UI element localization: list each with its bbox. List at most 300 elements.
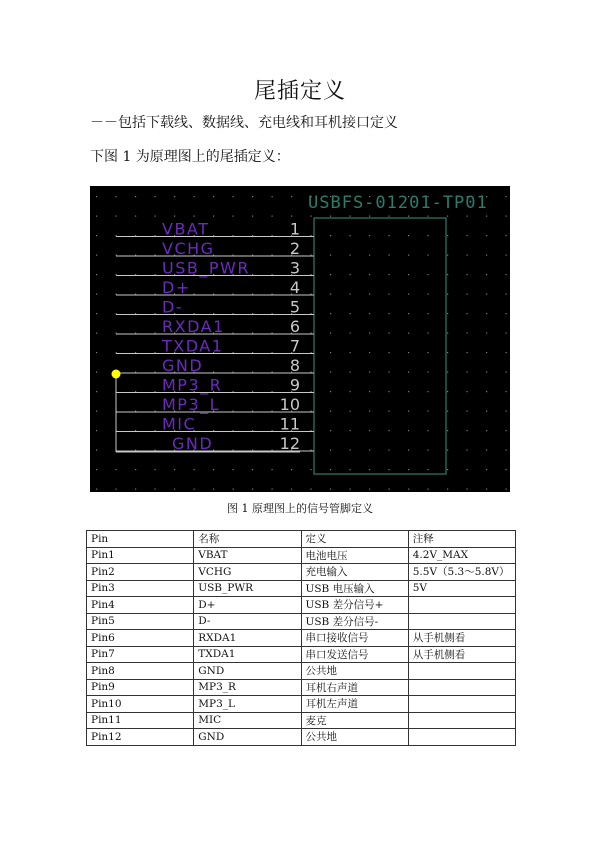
cell-definition: USB 差分信号- <box>301 613 408 630</box>
cell-pin: Pin6 <box>87 630 194 647</box>
grid-dot <box>467 274 468 275</box>
grid-dot <box>350 391 351 392</box>
grid-dot <box>369 216 370 217</box>
grid-dot <box>174 489 175 490</box>
grid-dot <box>369 333 370 334</box>
pin-number: 10 <box>279 395 300 414</box>
cell-note: 5.5V（5.3～5.8V） <box>408 564 515 581</box>
pin-rows <box>116 220 314 454</box>
pin-label: USB_PWR <box>162 258 250 278</box>
grid-dot <box>213 489 214 490</box>
pin-number: 6 <box>289 317 300 336</box>
grid-dot <box>467 372 468 373</box>
cell-note <box>408 597 515 614</box>
grid-dot <box>272 489 273 490</box>
grid-dot <box>96 216 97 217</box>
grid-dot <box>486 255 487 256</box>
pin-label: RXDA1 <box>162 317 225 336</box>
grid-dot <box>486 235 487 236</box>
grid-dot <box>408 489 409 490</box>
grid-dot <box>506 450 507 451</box>
grid-dot <box>272 196 273 197</box>
grid-dot <box>369 352 370 353</box>
cell-note: 从手机侧看 <box>408 630 515 647</box>
grid-dot <box>291 196 292 197</box>
pin-number: 8 <box>289 356 300 375</box>
grid-dot <box>506 333 507 334</box>
grid-dot <box>194 216 195 217</box>
grid-dot <box>116 216 117 217</box>
table-row <box>87 613 516 630</box>
grid-dot <box>96 255 97 256</box>
grid-dot <box>213 216 214 217</box>
cell-definition: 串口发送信号 <box>301 646 408 663</box>
grid-dot <box>350 489 351 490</box>
grid-dot <box>486 450 487 451</box>
grid-dot <box>369 274 370 275</box>
grid-dot <box>213 196 214 197</box>
header-pin: Pin <box>87 531 194 548</box>
pin-number: 7 <box>289 336 300 356</box>
grid-dot <box>506 391 507 392</box>
grid-dot <box>369 235 370 236</box>
cell-pin: Pin7 <box>87 646 194 663</box>
grid-dot <box>506 372 507 373</box>
grid-dot <box>506 469 507 470</box>
grid-dot <box>506 489 507 490</box>
grid-dot <box>213 469 214 470</box>
grid-dot <box>96 274 97 275</box>
pin-label: MP3_L <box>162 395 221 414</box>
grid-dot <box>467 489 468 490</box>
grid-dot <box>369 294 370 295</box>
cell-definition: 公共地 <box>301 729 408 746</box>
grid-dot <box>96 489 97 490</box>
grid-dot <box>252 469 253 470</box>
pin-definition-table <box>86 530 516 746</box>
table-header-row <box>87 531 516 548</box>
grid-dot <box>155 216 156 217</box>
grid-dot <box>369 313 370 314</box>
schematic-svg <box>90 186 510 492</box>
grid-dot <box>389 391 390 392</box>
grid-dot <box>252 216 253 217</box>
grid-dot <box>447 216 448 217</box>
grid-dot <box>330 333 331 334</box>
grid-dot <box>311 489 312 490</box>
cell-note: 从手机侧看 <box>408 646 515 663</box>
table-row <box>87 630 516 647</box>
cell-pin: Pin10 <box>87 696 194 713</box>
grid-dot <box>369 450 370 451</box>
grid-dot <box>506 274 507 275</box>
grid-dot <box>311 216 312 217</box>
grid-dot <box>330 313 331 314</box>
grid-dot <box>408 235 409 236</box>
grid-dot <box>408 216 409 217</box>
grid-dot <box>116 489 117 490</box>
grid-dot <box>408 333 409 334</box>
grid-dot <box>135 216 136 217</box>
grid-dot <box>428 450 429 451</box>
pin-number: 9 <box>289 375 300 395</box>
page-title: 尾插定义 <box>253 79 346 104</box>
grid-dot <box>447 255 448 256</box>
grid-dot <box>96 411 97 412</box>
grid-dot <box>447 489 448 490</box>
grid-dot <box>350 313 351 314</box>
grid-dot <box>428 313 429 314</box>
grid-dot <box>252 489 253 490</box>
grid-dot <box>428 255 429 256</box>
grid-dot <box>486 372 487 373</box>
grid-dot <box>506 294 507 295</box>
grid-dot <box>428 294 429 295</box>
cell-pin: Pin3 <box>87 580 194 597</box>
cell-definition: 耳机右声道 <box>301 679 408 696</box>
connector-body <box>314 218 446 474</box>
grid-dot <box>330 372 331 373</box>
grid-dot <box>389 450 390 451</box>
grid-dot <box>506 313 507 314</box>
grid-dot <box>486 274 487 275</box>
grid-dot <box>96 430 97 431</box>
grid-dot <box>330 352 331 353</box>
pin-number: 1 <box>289 219 300 239</box>
grid-dot <box>467 450 468 451</box>
pin-label: MIC <box>162 414 197 434</box>
grid-dot <box>447 313 448 314</box>
grid-dot <box>96 333 97 334</box>
grid-dot <box>389 294 390 295</box>
grid-dot <box>408 372 409 373</box>
grid-dot <box>330 430 331 431</box>
grid-dot <box>350 411 351 412</box>
pin-number: 3 <box>289 258 300 278</box>
grid-dot <box>155 489 156 490</box>
grid-dot <box>330 489 331 490</box>
table-row <box>87 729 516 746</box>
part-name: USBFS-01201-TP01 <box>308 193 488 213</box>
grid-dot <box>428 469 429 470</box>
grid-dot <box>389 489 390 490</box>
cell-definition: 耳机左声道 <box>301 696 408 713</box>
pin-number: 5 <box>289 297 300 317</box>
grid-dot <box>486 430 487 431</box>
grid-dot <box>96 294 97 295</box>
grid-dot <box>389 216 390 217</box>
cell-pin: Pin1 <box>87 547 194 564</box>
grid-dot <box>428 430 429 431</box>
grid-dot <box>233 489 234 490</box>
grid-dot <box>447 294 448 295</box>
grid-dot <box>467 411 468 412</box>
grid-dot <box>194 196 195 197</box>
grid-dot <box>369 372 370 373</box>
grid-dot <box>408 255 409 256</box>
cell-note <box>408 663 515 680</box>
cell-note <box>408 712 515 729</box>
junction-dot <box>112 370 121 379</box>
pin-number: 11 <box>279 414 300 434</box>
grid-dot <box>350 274 351 275</box>
grid-dot <box>506 411 507 412</box>
grid-dot <box>272 469 273 470</box>
grid-dot <box>311 469 312 470</box>
grid-dot <box>330 235 331 236</box>
cell-pin: Pin12 <box>87 729 194 746</box>
grid-dot <box>506 216 507 217</box>
grid-dot <box>155 196 156 197</box>
grid-dot <box>369 411 370 412</box>
pin-number: 2 <box>289 239 300 258</box>
grid-dot <box>486 411 487 412</box>
grid-dot <box>174 469 175 470</box>
table-row <box>87 663 516 680</box>
grid-dot <box>96 313 97 314</box>
table-row <box>87 597 516 614</box>
grid-dot <box>96 391 97 392</box>
grid-dot <box>174 196 175 197</box>
grid-dot <box>350 255 351 256</box>
grid-dot <box>96 450 97 451</box>
grid-dot <box>447 469 448 470</box>
header-name: 名称 <box>194 531 301 548</box>
cell-name: D- <box>194 613 301 630</box>
pin-number: 4 <box>289 278 300 297</box>
cell-note <box>408 679 515 696</box>
cell-name: VCHG <box>194 564 301 581</box>
header-definition: 定义 <box>301 531 408 548</box>
grid-dot <box>389 313 390 314</box>
cell-name: MIC <box>194 712 301 729</box>
grid-dot <box>350 235 351 236</box>
grid-dot <box>233 469 234 470</box>
grid-dot <box>467 391 468 392</box>
grid-dot <box>330 255 331 256</box>
grid-dot <box>174 216 175 217</box>
table-row <box>87 547 516 564</box>
grid-dot <box>389 235 390 236</box>
table-row <box>87 696 516 713</box>
grid-dot <box>408 430 409 431</box>
cell-name: USB_PWR <box>194 580 301 597</box>
grid-dot <box>135 469 136 470</box>
grid-dot <box>467 313 468 314</box>
grid-dot <box>116 196 117 197</box>
grid-dot <box>486 469 487 470</box>
grid-dot <box>447 352 448 353</box>
cell-name: D+ <box>194 597 301 614</box>
table-row <box>87 564 516 581</box>
grid-dot <box>428 333 429 334</box>
grid-dot <box>486 333 487 334</box>
grid-dot <box>428 274 429 275</box>
grid-dot <box>350 430 351 431</box>
grid-dot <box>330 274 331 275</box>
grid-dot <box>506 352 507 353</box>
grid-dot <box>447 333 448 334</box>
cell-note <box>408 729 515 746</box>
grid-dot <box>116 469 117 470</box>
cell-pin: Pin4 <box>87 597 194 614</box>
grid-dot <box>350 216 351 217</box>
cell-pin: Pin8 <box>87 663 194 680</box>
grid-dot <box>350 450 351 451</box>
grid-dot <box>486 352 487 353</box>
grid-dot <box>447 274 448 275</box>
grid-dot <box>252 196 253 197</box>
cell-name: GND <box>194 663 301 680</box>
pin-label: VCHG <box>162 239 215 258</box>
pin-label: TXDA1 <box>162 336 224 356</box>
cell-definition: 串口接收信号 <box>301 630 408 647</box>
grid-dot <box>389 411 390 412</box>
table-row <box>87 679 516 696</box>
cell-definition: 公共地 <box>301 663 408 680</box>
grid-dot <box>467 430 468 431</box>
grid-dot <box>135 196 136 197</box>
grid-dot <box>291 489 292 490</box>
grid-dot <box>389 372 390 373</box>
grid-dot <box>467 352 468 353</box>
grid-dot <box>389 274 390 275</box>
grid-dot <box>369 255 370 256</box>
grid-dot <box>467 235 468 236</box>
grid-dot <box>389 255 390 256</box>
grid-dot <box>408 294 409 295</box>
grid-dot <box>408 469 409 470</box>
grid-dot <box>428 411 429 412</box>
pin-label: MP3_R <box>162 375 223 395</box>
grid-dot <box>447 372 448 373</box>
grid-dot <box>233 216 234 217</box>
grid-dot <box>350 469 351 470</box>
grid-dot <box>408 391 409 392</box>
grid-dot <box>447 235 448 236</box>
grid-dot <box>369 391 370 392</box>
grid-dot <box>272 216 273 217</box>
cell-note: 4.2V_MAX <box>408 547 515 564</box>
cell-pin: Pin11 <box>87 712 194 729</box>
table-row <box>87 580 516 597</box>
grid-dot <box>486 489 487 490</box>
cell-definition: 麦克 <box>301 712 408 729</box>
cell-definition: 电池电压 <box>301 547 408 564</box>
table-row <box>87 712 516 729</box>
grid-dot <box>350 352 351 353</box>
pin-label: VBAT <box>162 219 210 239</box>
grid-dot <box>428 372 429 373</box>
grid-dot <box>467 216 468 217</box>
grid-dot <box>330 391 331 392</box>
pin-label: D+ <box>162 278 191 297</box>
grid-dot <box>408 313 409 314</box>
grid-dot <box>506 255 507 256</box>
grid-dot <box>330 411 331 412</box>
grid-dots <box>96 196 507 490</box>
grid-dot <box>389 469 390 470</box>
pin-number: 12 <box>279 434 300 453</box>
grid-dot <box>330 469 331 470</box>
cell-definition: USB 差分信号+ <box>301 597 408 614</box>
grid-dot <box>330 294 331 295</box>
grid-dot <box>467 469 468 470</box>
grid-dot <box>96 352 97 353</box>
grid-dot <box>447 430 448 431</box>
grid-dot <box>506 430 507 431</box>
grid-dot <box>389 333 390 334</box>
grid-dot <box>486 216 487 217</box>
grid-dot <box>194 489 195 490</box>
grid-dot <box>330 450 331 451</box>
cell-definition: USB 电压输入 <box>301 580 408 597</box>
cell-definition: 充电输入 <box>301 564 408 581</box>
grid-dot <box>447 450 448 451</box>
cell-pin: Pin5 <box>87 613 194 630</box>
cell-pin: Pin2 <box>87 564 194 581</box>
cell-name: TXDA1 <box>194 646 301 663</box>
cell-note: 5V <box>408 580 515 597</box>
grid-dot <box>486 391 487 392</box>
cell-name: MP3_R <box>194 679 301 696</box>
cell-pin: Pin9 <box>87 679 194 696</box>
grid-dot <box>408 274 409 275</box>
grid-dot <box>135 489 136 490</box>
cell-note <box>408 613 515 630</box>
grid-dot <box>408 411 409 412</box>
grid-dot <box>369 430 370 431</box>
grid-dot <box>96 235 97 236</box>
grid-dot <box>467 333 468 334</box>
grid-dot <box>389 430 390 431</box>
grid-dot <box>96 469 97 470</box>
grid-dot <box>369 489 370 490</box>
grid-dot <box>428 235 429 236</box>
grid-dot <box>408 450 409 451</box>
cell-name: RXDA1 <box>194 630 301 647</box>
grid-dot <box>291 216 292 217</box>
grid-dot <box>389 352 390 353</box>
grid-dot <box>506 196 507 197</box>
grid-dot <box>96 196 97 197</box>
grid-dot <box>350 372 351 373</box>
grid-dot <box>330 216 331 217</box>
grid-dot <box>291 469 292 470</box>
grid-dot <box>447 391 448 392</box>
pin-label: GND <box>162 356 204 375</box>
grid-dot <box>350 294 351 295</box>
subtitle: －－包括下载线、数据线、充电线和耳机接口定义 <box>90 115 398 131</box>
cell-name: GND <box>194 729 301 746</box>
grid-dot <box>467 255 468 256</box>
grid-dot <box>369 469 370 470</box>
cell-note <box>408 696 515 713</box>
grid-dot <box>408 352 409 353</box>
pin-label: GND <box>172 434 214 453</box>
grid-dot <box>233 196 234 197</box>
header-note: 注释 <box>408 531 515 548</box>
cell-name: MP3_L <box>194 696 301 713</box>
grid-dot <box>428 216 429 217</box>
grid-dot <box>486 313 487 314</box>
grid-dot <box>350 333 351 334</box>
grid-dot <box>428 352 429 353</box>
intro-text: 下图 1 为原理图上的尾插定义： <box>90 149 290 165</box>
grid-dot <box>428 391 429 392</box>
grid-dot <box>96 372 97 373</box>
grid-dot <box>506 235 507 236</box>
